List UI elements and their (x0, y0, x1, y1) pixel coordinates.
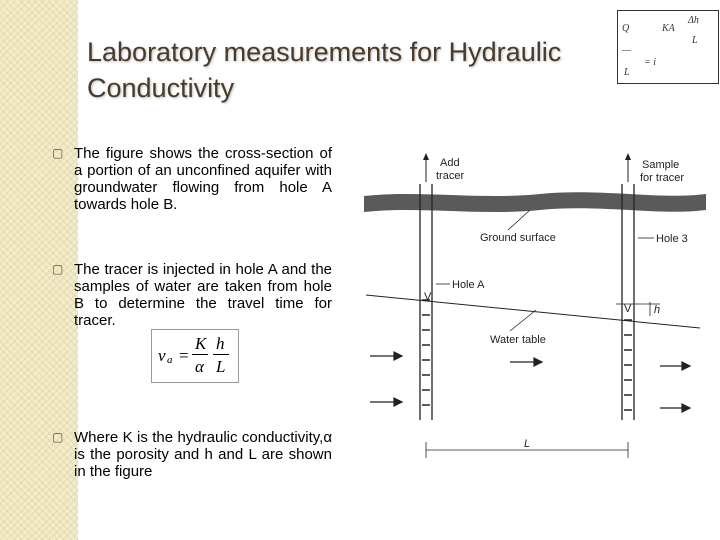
formula-l: L (216, 357, 226, 376)
bullet-marker: ▢ (52, 430, 64, 444)
formula-sub-a: a (167, 354, 173, 366)
ground-surface-label: Ground surface (480, 232, 556, 244)
eq-delta-h: Δh (688, 15, 699, 26)
slide-title (87, 34, 647, 106)
bullet-1 (52, 145, 332, 213)
formula-k: K (195, 334, 207, 353)
formula-v: v (158, 346, 166, 365)
bullet-2 (52, 261, 332, 329)
add-tracer-arrowhead (423, 153, 429, 160)
title-line-2: Conductivity (87, 73, 235, 103)
hole-a-label: Hole A (452, 279, 485, 291)
eq-minus-i: = i (644, 57, 657, 68)
eq-fraction-bar: — (622, 45, 631, 56)
formula-alpha: α (195, 357, 204, 376)
bullet-1-text: The figure shows the cross-section of a portion of an unconfined aquifer with groundwater flowing from hole A towards hole B. (74, 145, 332, 213)
bullet-3-text: Where K is the hydraulic conductivity,α is the porosity and h and L are shown in the figure (74, 429, 332, 480)
v-mark-a: V (424, 291, 432, 303)
aquifer-diagram (360, 150, 710, 470)
velocity-formula (151, 329, 239, 383)
l-label: L (524, 438, 531, 450)
bullet-marker: ▢ (52, 146, 64, 160)
ground-surface-pointer (508, 210, 530, 230)
hole-b-screen-marks (624, 320, 632, 410)
title-line-1: Laboratory measurements for Hydraulic (87, 37, 562, 67)
eq-ka: KA (662, 23, 675, 34)
formula-eq: = (179, 346, 189, 365)
eq-q: Q (622, 23, 630, 34)
add-tracer-label: Add tracer (436, 157, 465, 182)
eq-lower-l: L (624, 67, 630, 78)
formula-bar-2 (213, 354, 229, 355)
bullet-marker: ▢ (52, 262, 64, 276)
sample-label: Sample for tracer (640, 159, 685, 184)
bullet-3 (52, 429, 332, 480)
darcy-equation-box (617, 10, 719, 84)
sample-arrowhead (625, 153, 631, 160)
flow-arrows (370, 352, 690, 412)
hole-a-screen-marks (422, 300, 430, 405)
formula-h: h (216, 334, 225, 353)
formula-bar-1 (192, 354, 208, 355)
ground-surface-band (364, 192, 706, 212)
water-table-label: Water table (490, 334, 546, 346)
v-mark-b: V (624, 303, 632, 315)
hole-b-label: Hole 3 (656, 233, 688, 245)
water-table-pointer (510, 310, 536, 331)
h-label: h (654, 304, 661, 316)
eq-l: L (692, 35, 698, 46)
bullet-2-text: The tracer is injected in hole A and the samples of water are taken from hole B to determine the travel time for tracer. (74, 261, 332, 329)
